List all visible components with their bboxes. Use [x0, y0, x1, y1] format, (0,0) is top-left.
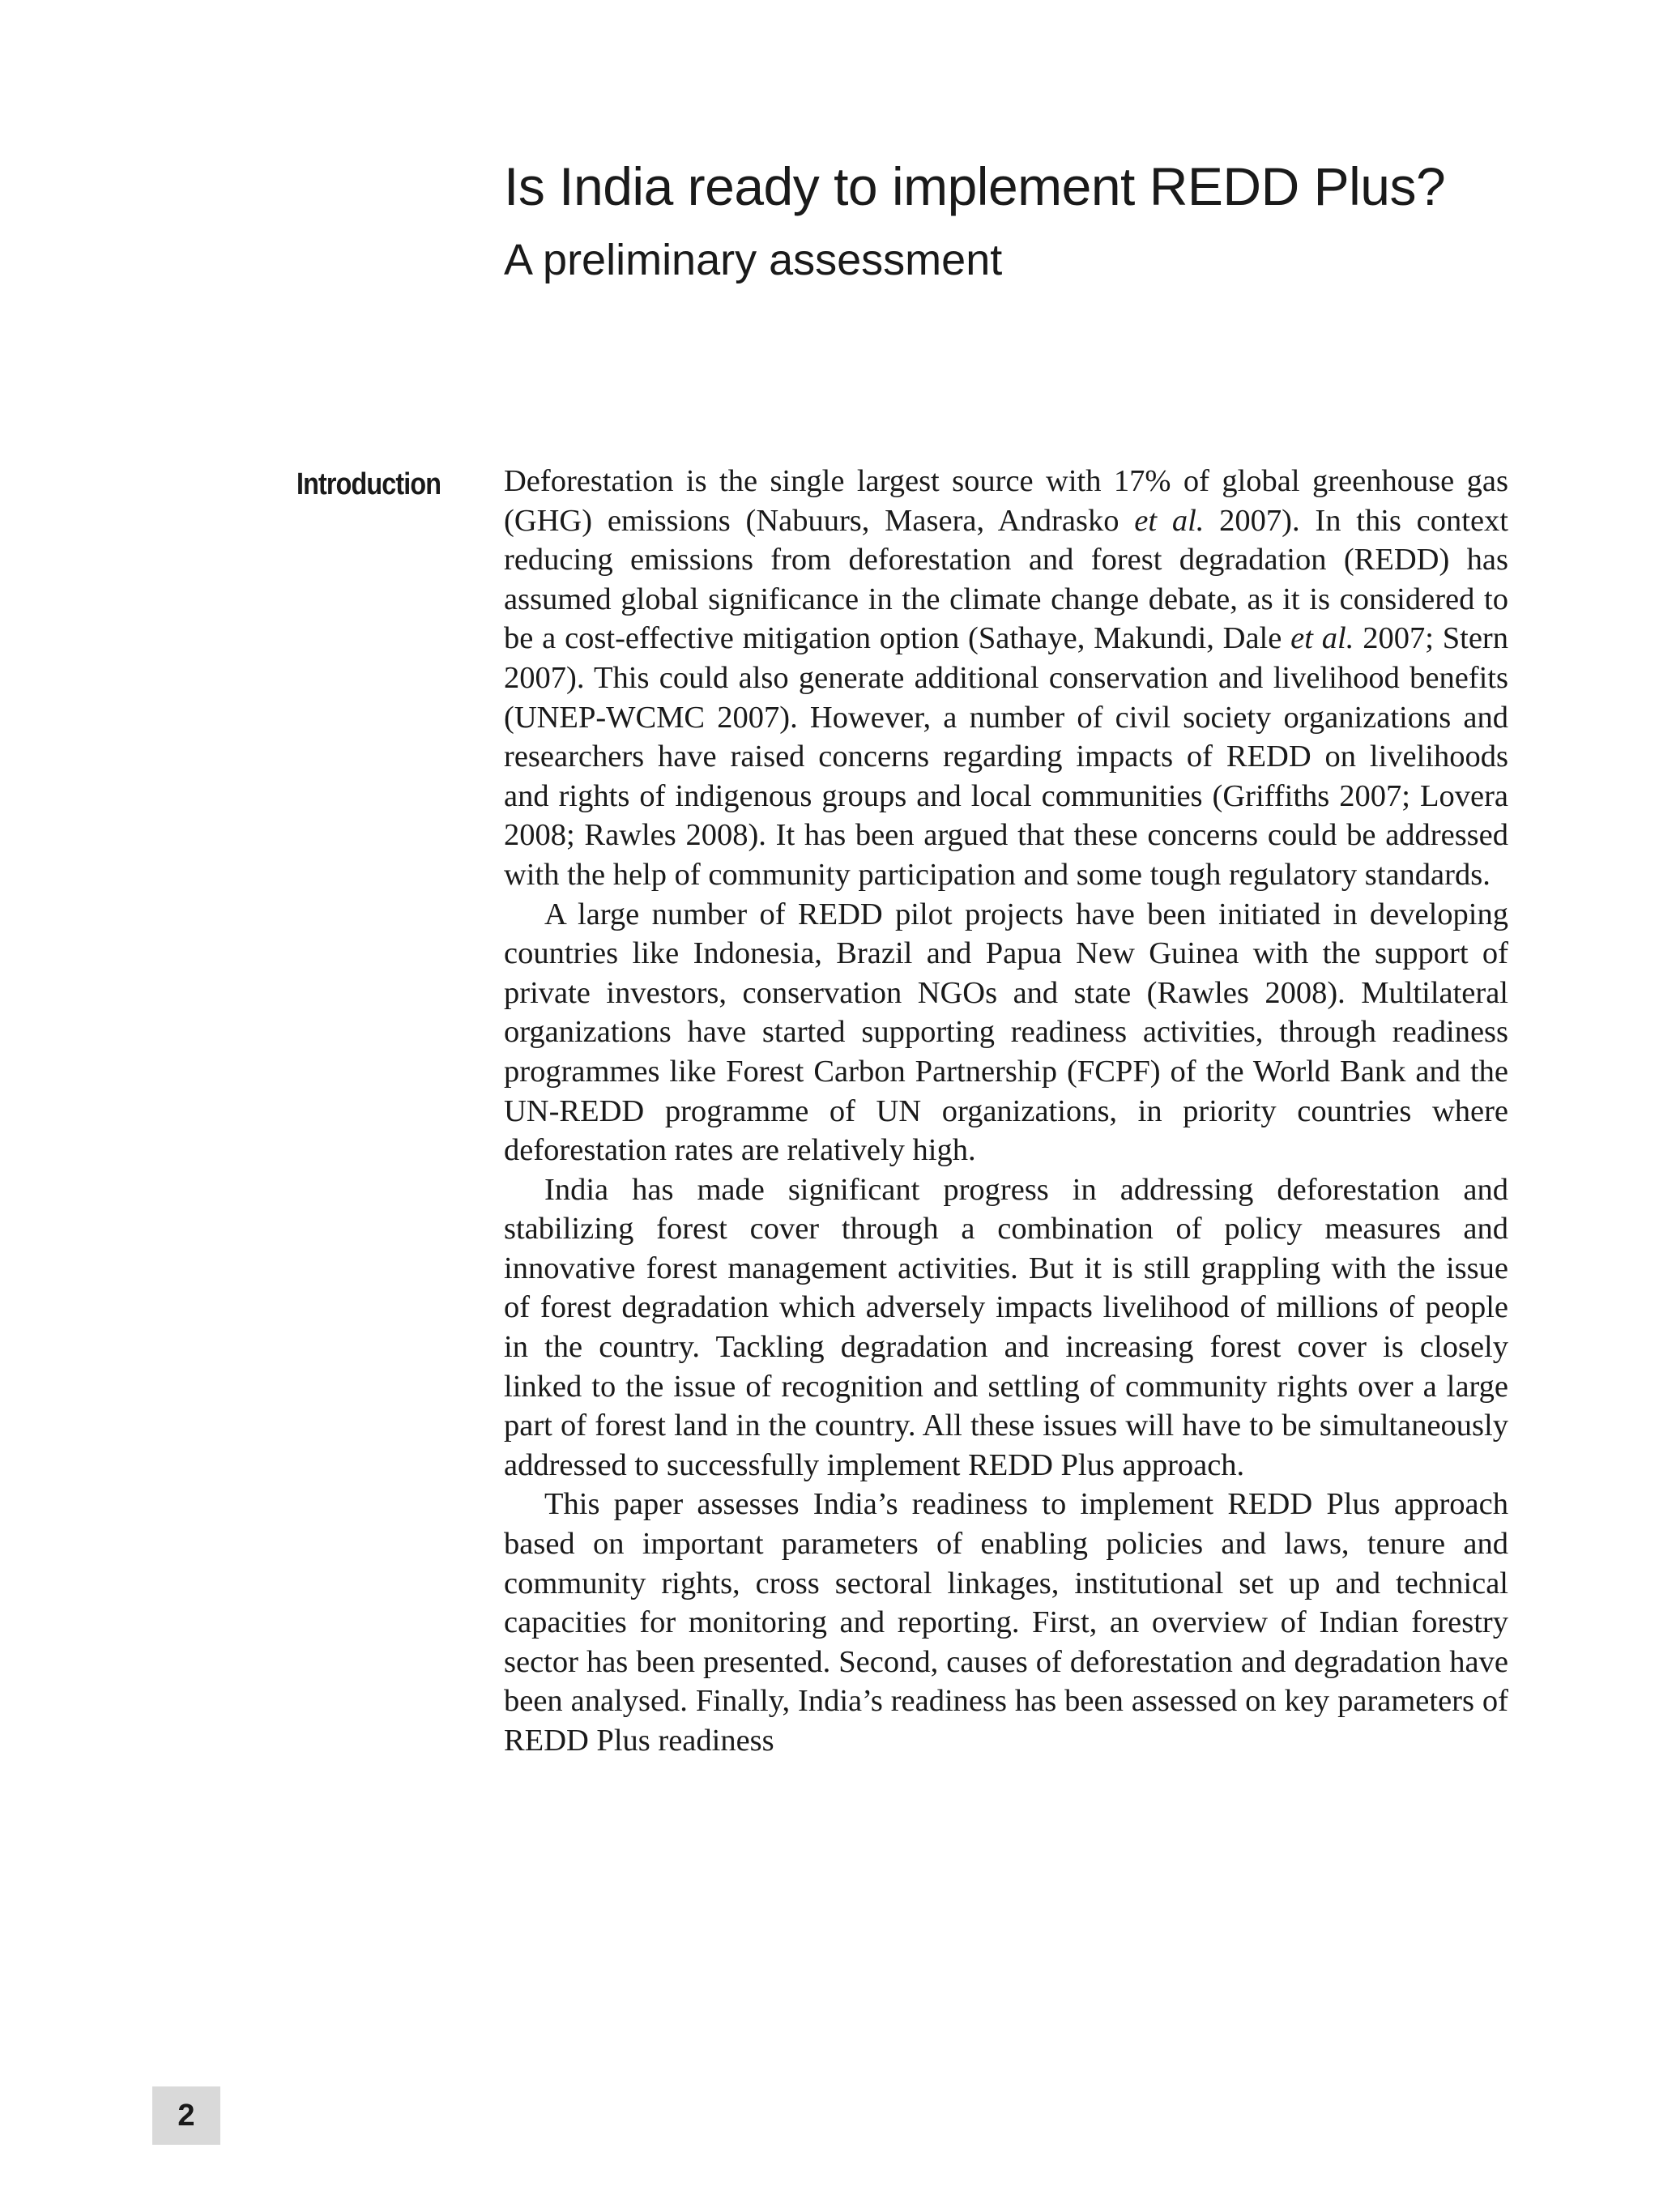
- page-title: Is India ready to implement REDD Plus?: [504, 156, 1446, 216]
- paragraph-1-citation-etal-a: et al.: [1134, 503, 1205, 538]
- paragraph-1-text-c: 2007; Stern 2007). This could also generate additional conservation and livelihood benefits (UNEP-WCMC 2007). However, a number of civil society organizations and researchers have raised concerns regarding impacts of REDD on livelihoods and rights of indigenous groups and local communities (Griffiths 2007; Lovera 2008; Rawles 2008). It has been argued that these concerns could be addressed with the help of community participation and some tough regulatory standards.: [504, 621, 1509, 892]
- paragraph-1-text-b: 2007). In this context reducing emissions from deforestation and forest degradation (REDD) has assumed global significance in the climate change debate, as it is considered to be a cost-effective mitigation option (Sathaye, Makundi, Dale: [504, 503, 1508, 656]
- paragraph-1: [504, 462, 1508, 895]
- paragraph-1-citation-etal-b: et al.: [1290, 621, 1354, 656]
- page-number: 2: [152, 2086, 220, 2145]
- section-label: Introduction: [296, 467, 441, 501]
- paragraph-4: This paper assesses India’s readiness to implement REDD Plus approach based on important parameters of enabling policies and laws, tenure and community rights, cross sectoral linkages, institutional set up and technical capacities for monitoring and reporting. First, an overview of Indian forestry sector has been presented. Second, causes of deforestation and degradation have been analysed. Finally, India’s readiness has been assessed on key parameters of REDD Plus readiness: [504, 1487, 1508, 1758]
- paragraph-1-text-a: Deforestation is the single largest source with 17% of global greenhouse gas (GHG) emissions (Nabuurs, Masera, Andrasko: [504, 464, 1508, 538]
- paragraph-3: India has made significant progress in addressing deforestation and stabilizing forest cover through a combination of policy measures and innovative forest management activities. But it is still grappling with the issue of forest degradation which adversely impacts livelihood of millions of people in the country. Tackling degradation and increasing forest cover is closely linked to the issue of recognition and settling of community rights over a large part of forest land in the country. All these issues will have to be simultaneously addressed to successfully implement REDD Plus approach.: [504, 1172, 1508, 1482]
- page-subtitle: A preliminary assessment: [504, 236, 1003, 284]
- paragraph-2: A large number of REDD pilot projects have been initiated in developing countries like Indonesia, Brazil and Papua New Guinea with the support of private investors, conservation NGOs and state (Rawles 2008). Multilateral organizations have started supporting readiness activities, through readiness programmes like Forest Carbon Partnership (FCPF) of the World Bank and the UN-REDD programme of UN organizations, in priority countries where deforestation rates are relatively high.: [504, 897, 1508, 1168]
- section-body: [504, 462, 1508, 1761]
- title-block: [504, 154, 1557, 288]
